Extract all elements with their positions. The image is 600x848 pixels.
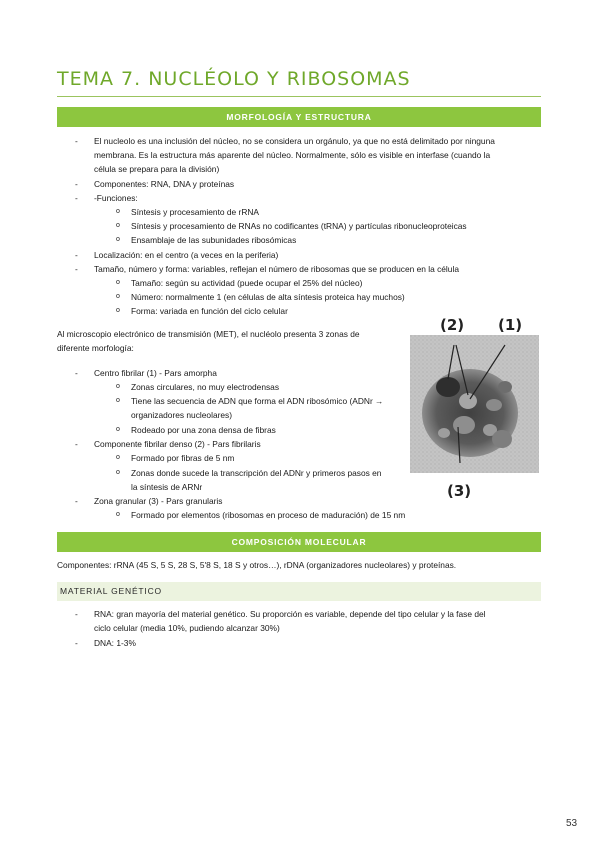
figure-label-2: (2) [440, 316, 465, 334]
list-dash: - [75, 368, 78, 378]
list-dash: - [75, 179, 78, 189]
sub-list-item: Tiene las secuencia de ADN que forma el ADN ribosómico (ADNr → [131, 396, 384, 406]
subsection-header-material: MATERIAL GENÉTICO [57, 582, 541, 601]
sub-list-item: organizadores nucleolares) [131, 410, 233, 420]
list-dash: - [75, 193, 78, 203]
list-dash: - [75, 136, 78, 146]
list-bullet: o [116, 511, 120, 518]
sub-list-item: Número: normalmente 1 (en células de alta síntesis proteica hay muchos) [131, 292, 405, 302]
list-item: Zona granular (3) - Pars granularis [94, 496, 223, 506]
paragraph-line: diferente morfología: [57, 343, 134, 353]
list-bullet: o [116, 236, 120, 243]
sub-list-item: Tamaño: según su actividad (puede ocupar el 25% del núcleo) [131, 278, 363, 288]
list-bullet: o [116, 307, 120, 314]
list-bullet: o [116, 454, 120, 461]
list-item: ciclo celular (media 10%, pudiendo alcanzar 30%) [94, 623, 280, 633]
list-bullet: o [116, 469, 120, 476]
sub-list-item: Rodeado por una zona densa de fibras [131, 425, 276, 435]
list-dash: - [75, 638, 78, 648]
list-dash: - [75, 609, 78, 619]
nucleolus-micrograph [410, 335, 539, 473]
list-item: Componente fibrilar denso (2) - Pars fibrilaris [94, 439, 261, 449]
list-bullet: o [116, 383, 120, 390]
list-item: -Funciones: [94, 193, 138, 203]
sub-list-item: Zonas donde sucede la transcripción del ADNr y primeros pasos en [131, 468, 382, 478]
sub-list-item: Forma: variada en función del ciclo celular [131, 306, 288, 316]
paragraph-line: célula se prepara para la división) [94, 164, 220, 174]
list-bullet: o [116, 208, 120, 215]
list-bullet: o [116, 293, 120, 300]
page-title: TEMA 7. NUCLÉOLO Y RIBOSOMAS [57, 68, 411, 90]
page-number: 53 [566, 818, 578, 829]
list-dash: - [75, 250, 78, 260]
paragraph-line: membrana. Es la estructura más aparente del núcleo. Normalmente, sólo es visible en interfase (cuando la [94, 150, 491, 160]
sub-list-item: Formado por fibras de 5 nm [131, 453, 235, 463]
sub-list-item: la síntesis de ARNr [131, 482, 203, 492]
list-bullet: o [116, 222, 120, 229]
sub-list-item: Síntesis y procesamiento de rRNA [131, 207, 260, 217]
list-bullet: o [116, 426, 120, 433]
figure-label-1: (1) [498, 316, 523, 334]
section-header-morfologia: MORFOLOGÍA Y ESTRUCTURA [57, 107, 541, 127]
title-divider [57, 96, 541, 97]
list-item: Componentes: RNA, DNA y proteínas [94, 179, 235, 189]
list-bullet: o [116, 279, 120, 286]
figure-label-3: (3) [447, 482, 472, 500]
sub-list-item: Zonas circulares, no muy electrodensas [131, 382, 280, 392]
paragraph-line: El nucleolo es una inclusión del núcleo, no se considera un orgánulo, ya que no está delimitado por ninguna [94, 136, 495, 146]
sub-list-item: Síntesis y procesamiento de RNAs no codificantes (tRNA) y partículas ribonucleoproteicas [131, 221, 467, 231]
list-bullet: o [116, 397, 120, 404]
list-item: Tamaño, número y forma: variables, reflejan el número de ribosomas que se producen en la célula [94, 264, 459, 274]
composition-line: Componentes: rRNA (45 S, 5 S, 28 S, 5'8 S, 18 S y otros…), rDNA (organizadores nucleolares) y proteínas. [57, 560, 457, 570]
list-dash: - [75, 439, 78, 449]
list-item: Localización: en el centro (a veces en la periferia) [94, 250, 279, 260]
section-header-composicion: COMPOSICIÓN MOLECULAR [57, 532, 541, 552]
list-item: Centro fibrilar (1) - Pars amorpha [94, 368, 217, 378]
micrograph-image [410, 335, 539, 473]
sub-list-item: Formado por elementos (ribosomas en proceso de maduración) de 15 nm [131, 510, 406, 520]
list-item: DNA: 1-3% [94, 638, 136, 648]
list-dash: - [75, 496, 78, 506]
list-dash: - [75, 264, 78, 274]
list-item: RNA: gran mayoría del material genético. Su proporción es variable, depende del tipo celular y la fase del [94, 609, 486, 619]
sub-list-item: Ensamblaje de las subunidades ribosómicas [131, 235, 297, 245]
paragraph-line: Al microscopio electrónico de transmisión (MET), el nucléolo presenta 3 zonas de [57, 329, 360, 339]
